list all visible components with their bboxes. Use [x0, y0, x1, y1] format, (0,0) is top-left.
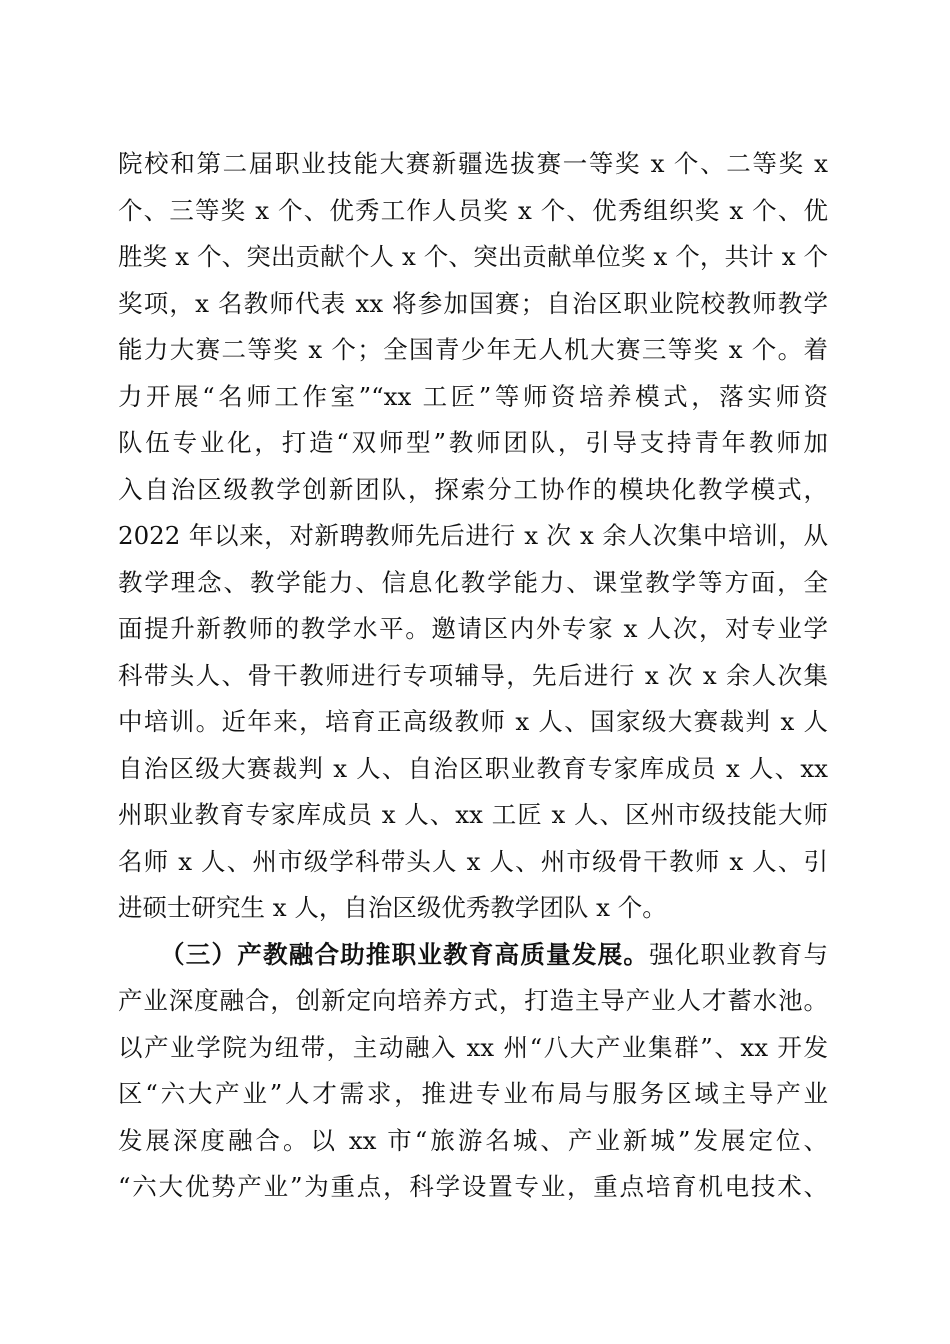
text-line: 奖项，x 名教师代表 xx 将参加国赛；自治区职业院校教师教学 [118, 288, 828, 318]
body-text [118, 141, 828, 1211]
paragraph-2 [118, 932, 828, 1211]
text-line: 发展深度融合。以 xx 市“旅游名城、产业新城”发展定位、 [118, 1125, 828, 1155]
text-line: 进硕士研究生 x 人，自治区级优秀教学团队 x 个。 [118, 893, 667, 922]
text-line: 面提升新教师的教学水平。邀请区内外专家 x 人次，对专业学 [118, 614, 828, 643]
text-line: 教学理念、教学能力、信息化教学能力、课堂教学等方面，全 [118, 567, 828, 597]
text-line: 名师 x 人、州市级学科带头人 x 人、州市级骨干教师 x 人、引 [118, 846, 828, 876]
text-line: 以产业学院为纽带，主动融入 xx 州“八大产业集群”、xx 开发 [118, 1032, 828, 1062]
text-line: 院校和第二届职业技能大赛新疆选拔赛一等奖 x 个、二等奖 x [118, 149, 828, 178]
text-line: 科带头人、骨干教师进行专项辅导，先后进行 x 次 x 余人次集 [118, 660, 828, 690]
text-line: 州职业教育专家库成员 x 人、xx 工匠 x 人、区州市级技能大师 [118, 800, 828, 829]
text-line: 力开展“名师工作室”“xx 工匠”等师资培养模式，落实师资 [118, 381, 828, 411]
text-line: 区“六大产业”人才需求，推进专业布局与服务区域主导产业 [118, 1079, 828, 1108]
heading-continuation: 强化职业教育与 [649, 939, 829, 969]
text-line: 产业深度融合，创新定向培养方式，打造主导产业人才蓄水池。 [118, 986, 828, 1015]
text-line: 入自治区级教学创新团队，探索分工协作的模块化教学模式， [118, 474, 828, 504]
text-line: 胜奖 x 个、突出贡献个人 x 个、突出贡献单位奖 x 个，共计 x 个 [118, 242, 828, 271]
text-line: 2022 年以来，对新聘教师先后进行 x 次 x 余人次集中培训，从 [118, 521, 828, 550]
section-heading: （三）产教融合助推职业教育高质量发展。 [160, 939, 650, 969]
text-line: “六大优势产业”为重点，科学设置专业，重点培育机电技术、 [118, 1172, 828, 1201]
paragraph-1 [118, 141, 828, 932]
text-line: 中培训。近年来，培育正高级教师 x 人、国家级大赛裁判 x 人 [118, 707, 828, 736]
text-line: 队伍专业化，打造“双师型”教师团队，引导支持青年教师加 [118, 428, 828, 457]
text-line: 自治区级大赛裁判 x 人、自治区职业教育专家库成员 x 人、xx [118, 753, 828, 783]
text-line: 能力大赛二等奖 x 个；全国青少年无人机大赛三等奖 x 个。着 [118, 335, 828, 364]
text-line: 个、三等奖 x 个、优秀工作人员奖 x 个、优秀组织奖 x 个、优 [118, 195, 828, 225]
text-line-first [118, 932, 828, 979]
